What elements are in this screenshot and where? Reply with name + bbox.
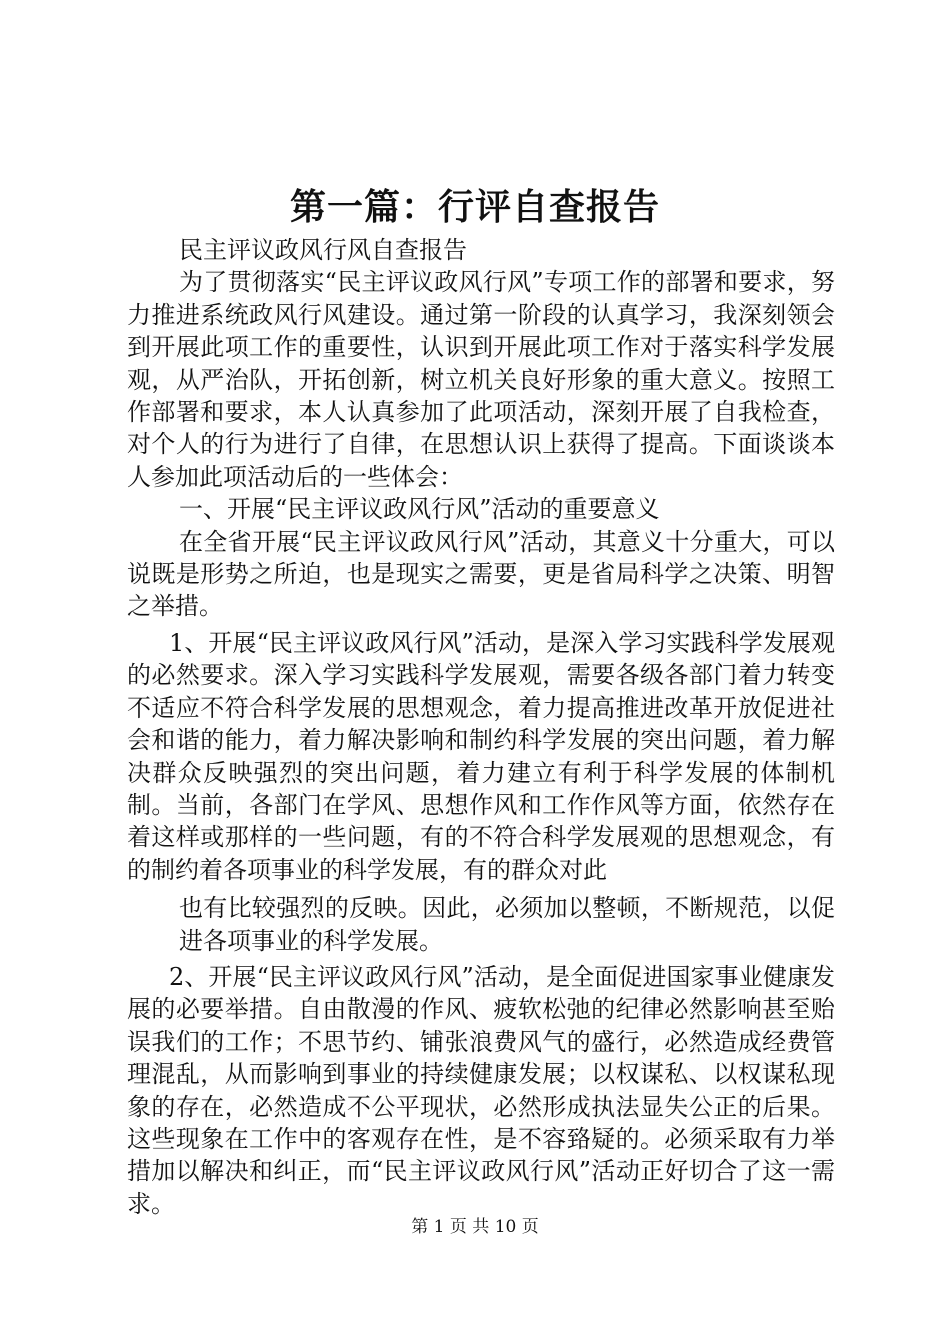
page-number-footer: 第 1 页 共 10 页: [411, 1217, 539, 1237]
paragraph-point-2: 2、开展“民主评议政风行风”活动，是全面促进国家事业健康发展的必要举措。自由散漫的作风、疲软松弛的纪律必然影响甚至贻误我们的工作；不思节约、铺张浪费风气的盛行，必然造成经费管理混乱，从而影响到事业的持续健康发展；以权谋私、以权谋私现象的存在，必然造成不公平现状，必然形成执法显失公正的后果。这些现象在工作中的客观存在性，是不容臵疑的。必须采取有力举措加以解决和纠正，而“民主评议政风行风”活动正好切合了这一需求。: [127, 962, 835, 1218]
section-heading-1: 一、开展“民主评议政风行风”活动的重要意义: [179, 495, 660, 524]
document-body: [127, 234, 835, 1220]
document-title: 第一篇：行评自查报告: [289, 186, 660, 228]
paragraph-point-1-continued: 也有比较强烈的反映。因此，必须加以整顿，不断规范，以促进各项事业的科学发展。: [179, 894, 835, 955]
document-subtitle: 民主评议政风行风自查报告: [179, 236, 467, 264]
paragraph-significance: 在全省开展“民主评议政风行风”活动，其意义十分重大，可以说既是形势之所迫，也是现实之需要，更是省局科学之决策、明智之举措。: [127, 527, 835, 621]
paragraph-point-1: 1、开展“民主评议政风行风”活动，是深入学习实践科学发展观的必然要求。深入学习实践科学发展观，需要各级各部门着力转变不适应不符合科学发展的思想观念，着力提高推进改革开放促进社会和谐的能力，着力解决影响和制约科学发展的突出问题，着力解决群众反映强烈的突出问题，着力建立有利于科学发展的体制机制。当前，各部门在学风、思想作风和工作作风等方面，依然存在着这样或那样的一些问题，有的不符合科学发展观的思想观念，有的制约着各项事业的科学发展，有的群众对此: [127, 628, 835, 884]
paragraph-intro: 为了贯彻落实“民主评议政风行风”专项工作的部署和要求，努力推进系统政风行风建设。通过第一阶段的认真学习，我深刻领会到开展此项工作的重要性，认识到开展此项工作对于落实科学发展观，从严治队，开拓创新，树立机关良好形象的重大意义。按照工作部署和要求，本人认真参加了此项活动，深刻开展了自我检查，对个人的行为进行了自律，在思想认识上获得了提高。下面谈谈本人参加此项活动后的一些体会：: [127, 268, 835, 491]
